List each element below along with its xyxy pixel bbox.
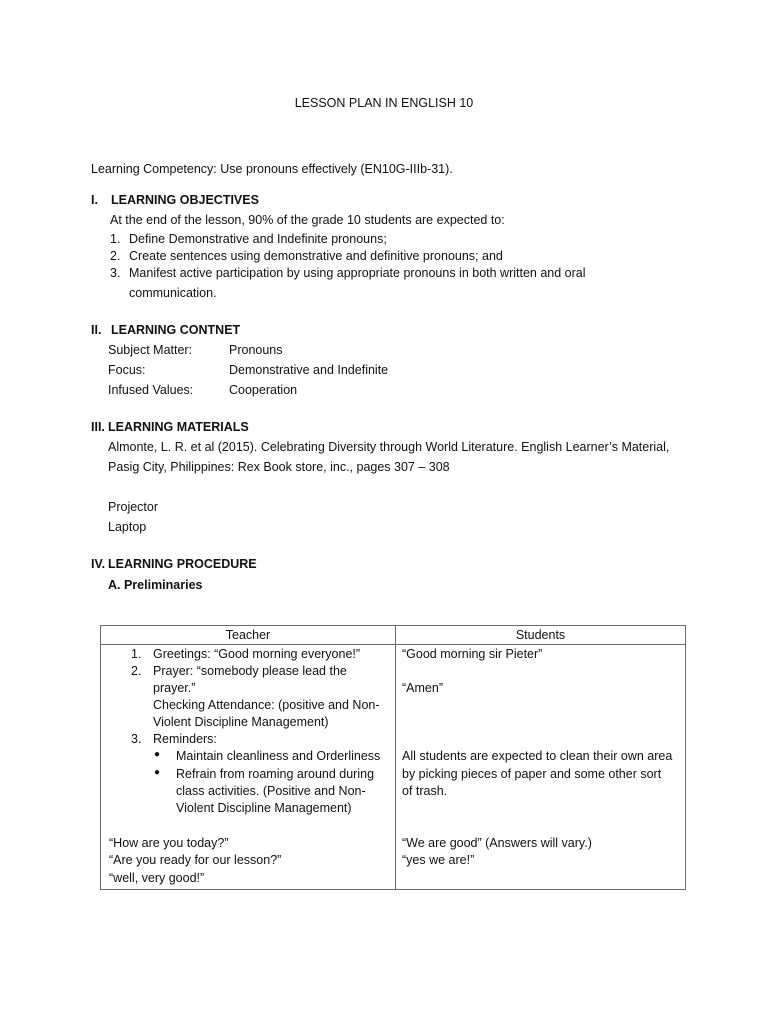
document-title: LESSON PLAN IN ENGLISH 10 [294,96,474,110]
student-response: “Good morning sir Pieter” [402,647,543,661]
students-column-header: Students [396,626,686,645]
procedure-heading: IV. LEARNING PROCEDURE [91,557,257,571]
objectives-heading-text: LEARNING OBJECTIVES [111,193,259,207]
content-heading: II. LEARNING CONTNET [91,323,241,337]
objective-item: 2. Create sentences using demonstrative and definitive pronouns; and [110,249,503,263]
reminder-item: Refrain from roaming around during [176,767,375,781]
content-label: Subject Matter: [108,343,193,357]
materials-reference-continued: Pasig City, Philippines: Rex Book store, inc., pages 307 – 308 [108,460,450,474]
materials-heading: III. LEARNING MATERIALS [91,420,249,434]
teacher-prayer: Prayer: “somebody please lead the [153,664,347,678]
objective-item: 1. Define Demonstrative and Indefinite pronouns; [110,232,387,246]
objective-item-continued: communication. [129,286,217,300]
bullet-icon: ● [154,749,161,760]
materials-reference: Almonte, L. R. et al (2015). Celebrating Diversity through World Literature. English Learner’s Material, [108,440,670,454]
content-label: Focus: [108,363,146,377]
objectives-heading [91,194,259,207]
student-response: “yes we are!” [402,853,475,867]
teacher-greeting: Greetings: “Good morning everyone!” [153,647,361,661]
teacher-question: “Are you ready for our lesson?” [109,853,282,867]
teacher-cell: 1. Greetings: “Good morning everyone!” 2. Prayer: “somebody please lead the prayer.” Checking Attendance: (positive and Non- Violent Discipline Management) 3. Reminders: ● Maintain cleanliness and Orderliness ● Refrain from roaming around during class activities. (Positive and Non- Violent Discipline Management) “How are you today?” “Are you ready for our lesson?” “well, very good!” [101,645,396,890]
preliminaries-table [100,625,686,890]
content-label: Infused Values: [108,383,194,397]
bullet-icon: ● [154,767,161,778]
teacher-question: “How are you today?” [109,836,229,850]
objectives-numeral: I. [91,193,98,207]
teacher-column-header: Teacher [101,626,396,645]
procedure-subheading: A. Preliminaries [108,578,203,592]
material-item: Laptop [108,520,147,534]
teacher-attendance: Checking Attendance: (positive and Non- [153,698,380,712]
students-cell: “Good morning sir Pieter” “Amen” All students are expected to clean their own area by picking pieces of paper and some other sort of trash. “We are good” (Answers will vary.) “yes we are!” [396,645,686,890]
teacher-reminders: Reminders: [153,732,217,746]
table-row [101,645,686,890]
objectives-intro: At the end of the lesson, 90% of the grade 10 students are expected to: [110,213,505,227]
learning-competency: Learning Competency: Use pronouns effectively (EN10G-IIIb-31). [91,162,453,176]
material-item: Projector [108,500,159,514]
table-header-row [101,626,686,645]
student-response: “We are good” (Answers will vary.) [402,836,592,850]
teacher-remark: “well, very good!” [109,871,205,885]
content-value: Cooperation [229,383,298,397]
content-value: Pronouns [229,343,283,357]
content-value: Demonstrative and Indefinite [229,363,389,377]
objective-item: 3. Manifest active participation by using appropriate pronouns in both written and oral [110,266,586,280]
student-response: All students are expected to clean their own area [402,749,673,763]
student-response: “Amen” [402,681,443,695]
reminder-item: Maintain cleanliness and Orderliness [176,749,381,763]
